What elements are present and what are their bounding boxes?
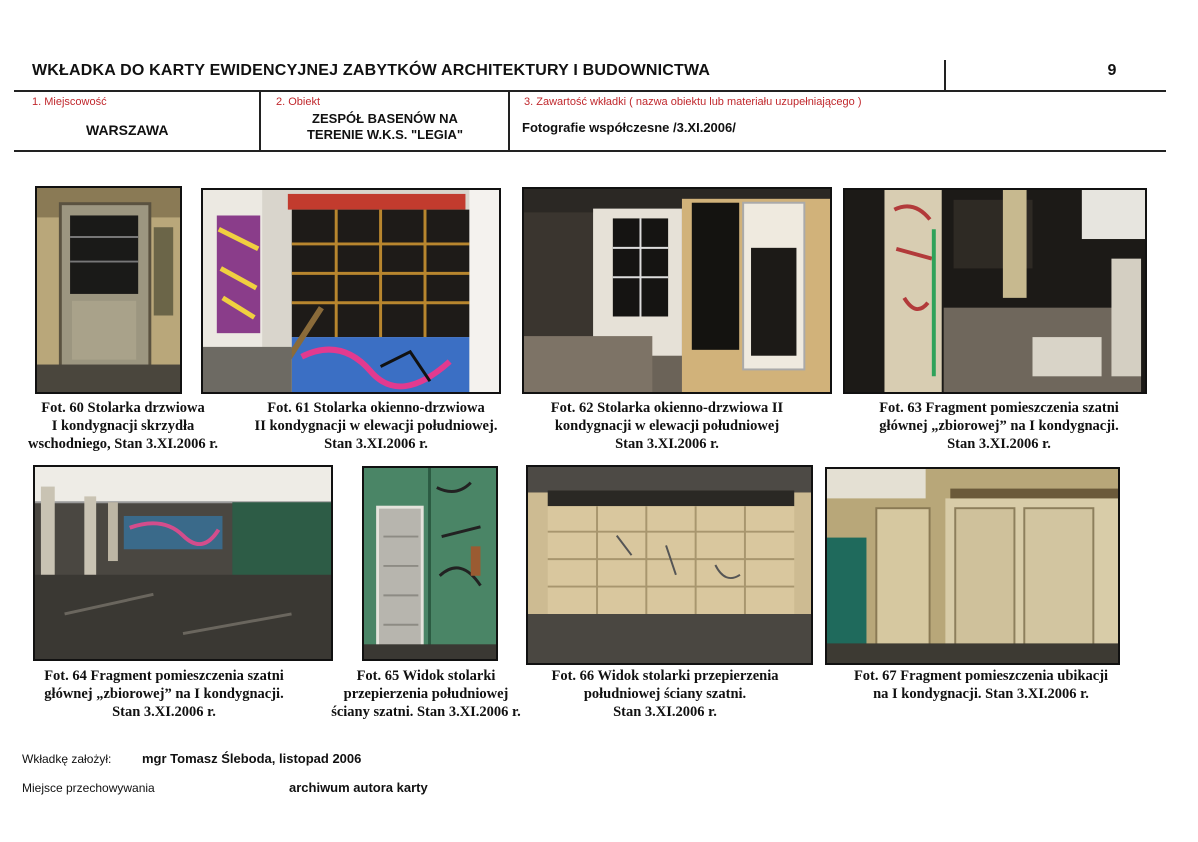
photo-62-caption: Fot. 62 Stolarka okienno-drzwiowa II kondygnacji w elewacji południowej Stan 3.XI.2006 r. — [550, 400, 784, 452]
storage-label: Miejsce przechowywania — [22, 781, 155, 795]
photo-60 — [35, 186, 182, 394]
object-label: 2. Obiekt — [276, 96, 321, 108]
photo-67 — [825, 467, 1120, 665]
photo-66-caption: Fot. 66 Widok stolarki przepierzenia południowej ściany szatni. Stan 3.XI.2006 r. — [551, 668, 779, 720]
field-divider-2 — [508, 91, 510, 151]
header-rule-top — [14, 90, 1166, 92]
location-value: WARSZAWA — [86, 122, 169, 138]
photo-64-caption: Fot. 64 Fragment pomieszczenia szatni głównej „zbiorowej” na I kondygnacji. Stan 3.XI.2006 r. — [44, 668, 284, 720]
photo-61-caption: Fot. 61 Stolarka okienno-drzwiowa II kondygnacji w elewacji południowej. Stan 3.XI.2006 r. — [254, 400, 498, 452]
photo-63-caption: Fot. 63 Fragment pomieszczenia szatni głównej „zbiorowej” na I kondygnacji. Stan 3.XI.2006 r. — [879, 400, 1119, 452]
page-number: 9 — [1107, 62, 1117, 79]
photo-65-caption: Fot. 65 Widok stolarki przepierzenia południowej ściany szatni. Stan 3.XI.2006 r. — [331, 668, 521, 720]
object-value-line2: TERENIE W.K.S. "LEGIA" — [306, 127, 464, 142]
header-rule-bottom — [14, 150, 1166, 152]
location-label: 1. Miejscowość — [32, 96, 107, 108]
title-divider — [944, 60, 946, 90]
photo-62 — [522, 187, 832, 394]
photo-61 — [201, 188, 501, 394]
photo-63 — [843, 188, 1147, 394]
photo-64 — [33, 465, 333, 661]
object-value-line1: ZESPÓŁ BASENÓW NA — [312, 111, 458, 126]
author-value: mgr Tomasz Śleboda, listopad 2006 — [142, 751, 362, 766]
content-value: Fotografie współczesne /3.XI.2006/ — [522, 120, 736, 135]
field-divider-1 — [259, 91, 261, 151]
photo-67-caption: Fot. 67 Fragment pomieszczenia ubikacji na I kondygnacji. Stan 3.XI.2006 r. — [853, 668, 1109, 702]
author-label: Wkładkę założył: — [22, 752, 112, 766]
document-title: WKŁADKA DO KARTY EWIDENCYJNEJ ZABYTKÓW ARCHITEKTURY I BUDOWNICTWA — [32, 62, 711, 79]
photo-60-caption: Fot. 60 Stolarka drzwiowa I kondygnacji skrzydła wschodniego, Stan 3.XI.2006 r. — [27, 400, 218, 452]
photo-66 — [526, 465, 813, 665]
photo-65 — [362, 466, 498, 661]
storage-value: archiwum autora karty — [289, 780, 428, 795]
content-label: 3. Zawartość wkładki ( nazwa obiektu lub materiału uzupełniającego ) — [524, 96, 862, 108]
